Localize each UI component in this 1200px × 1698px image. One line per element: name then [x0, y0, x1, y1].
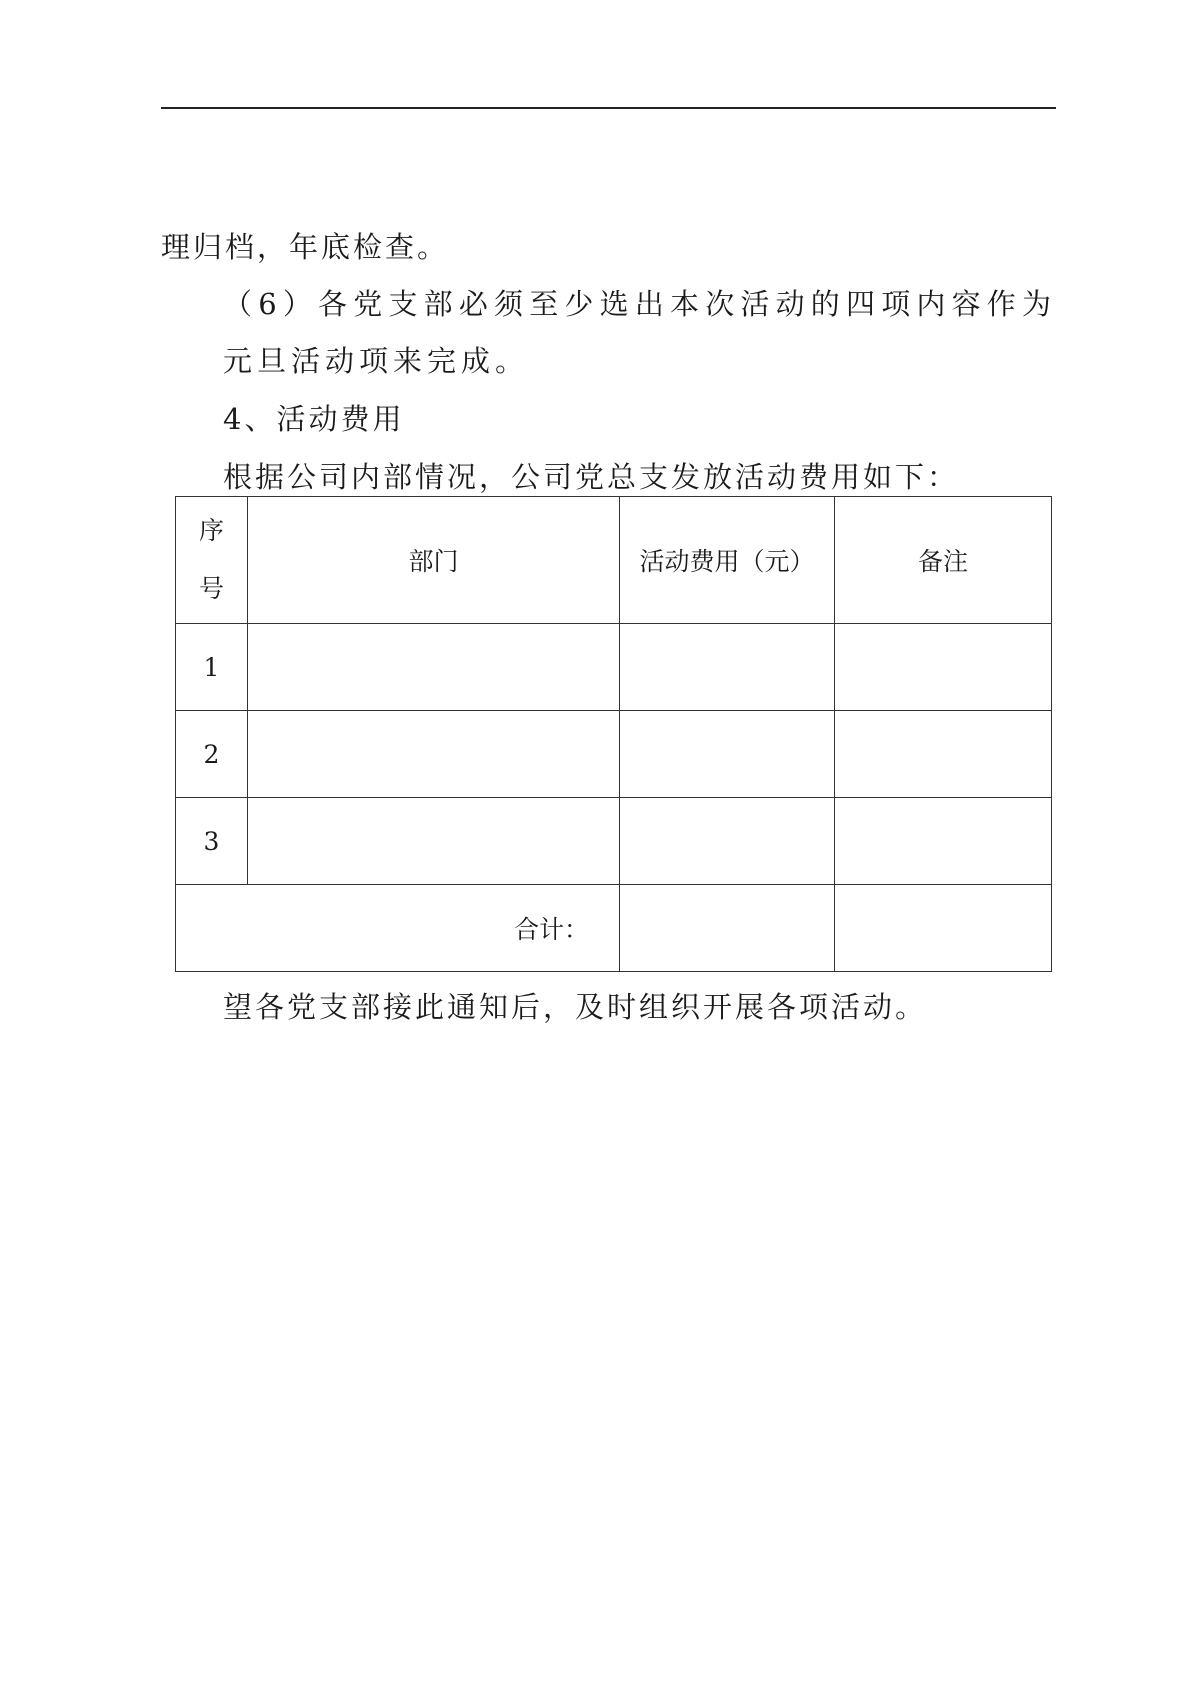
header-seq-bottom: 号	[198, 574, 224, 603]
header-fee: 活动费用（元）	[620, 497, 835, 624]
header-seq	[176, 497, 248, 624]
header-seq-top: 序	[198, 516, 224, 545]
cell-remark	[835, 624, 1052, 711]
table-header-row	[176, 497, 1052, 624]
cell-seq: 2	[176, 711, 248, 798]
paragraph-archive: 理归档，年底检查。	[161, 230, 450, 264]
total-remark	[835, 885, 1052, 972]
paragraph-item-6: （6）各党支部必须至少选出本次活动的四项内容作为元旦活动项来完成。	[223, 287, 1056, 378]
cell-department	[248, 624, 620, 711]
header-remark: 备注	[835, 497, 1052, 624]
paragraph-fee-intro: 根据公司内部情况，公司党总支发放活动费用如下：	[223, 460, 960, 494]
total-label: 合计：	[176, 885, 620, 972]
table-row	[176, 711, 1052, 798]
cell-fee	[620, 711, 835, 798]
cell-department	[248, 711, 620, 798]
paragraph-closing: 望各党支部接此通知后，及时组织开展各项活动。	[223, 990, 928, 1024]
header-rule	[161, 107, 1056, 109]
total-fee	[620, 885, 835, 972]
cell-fee	[620, 624, 835, 711]
cell-department	[248, 798, 620, 885]
cell-seq: 3	[176, 798, 248, 885]
cell-remark	[835, 798, 1052, 885]
section-heading-fees: 4、活动费用	[223, 402, 405, 436]
cell-fee	[620, 798, 835, 885]
cell-seq: 1	[176, 624, 248, 711]
table-row	[176, 798, 1052, 885]
table-row	[176, 624, 1052, 711]
table-total-row	[176, 885, 1052, 972]
cell-remark	[835, 711, 1052, 798]
header-department: 部门	[248, 497, 620, 624]
fee-table	[175, 496, 1052, 972]
